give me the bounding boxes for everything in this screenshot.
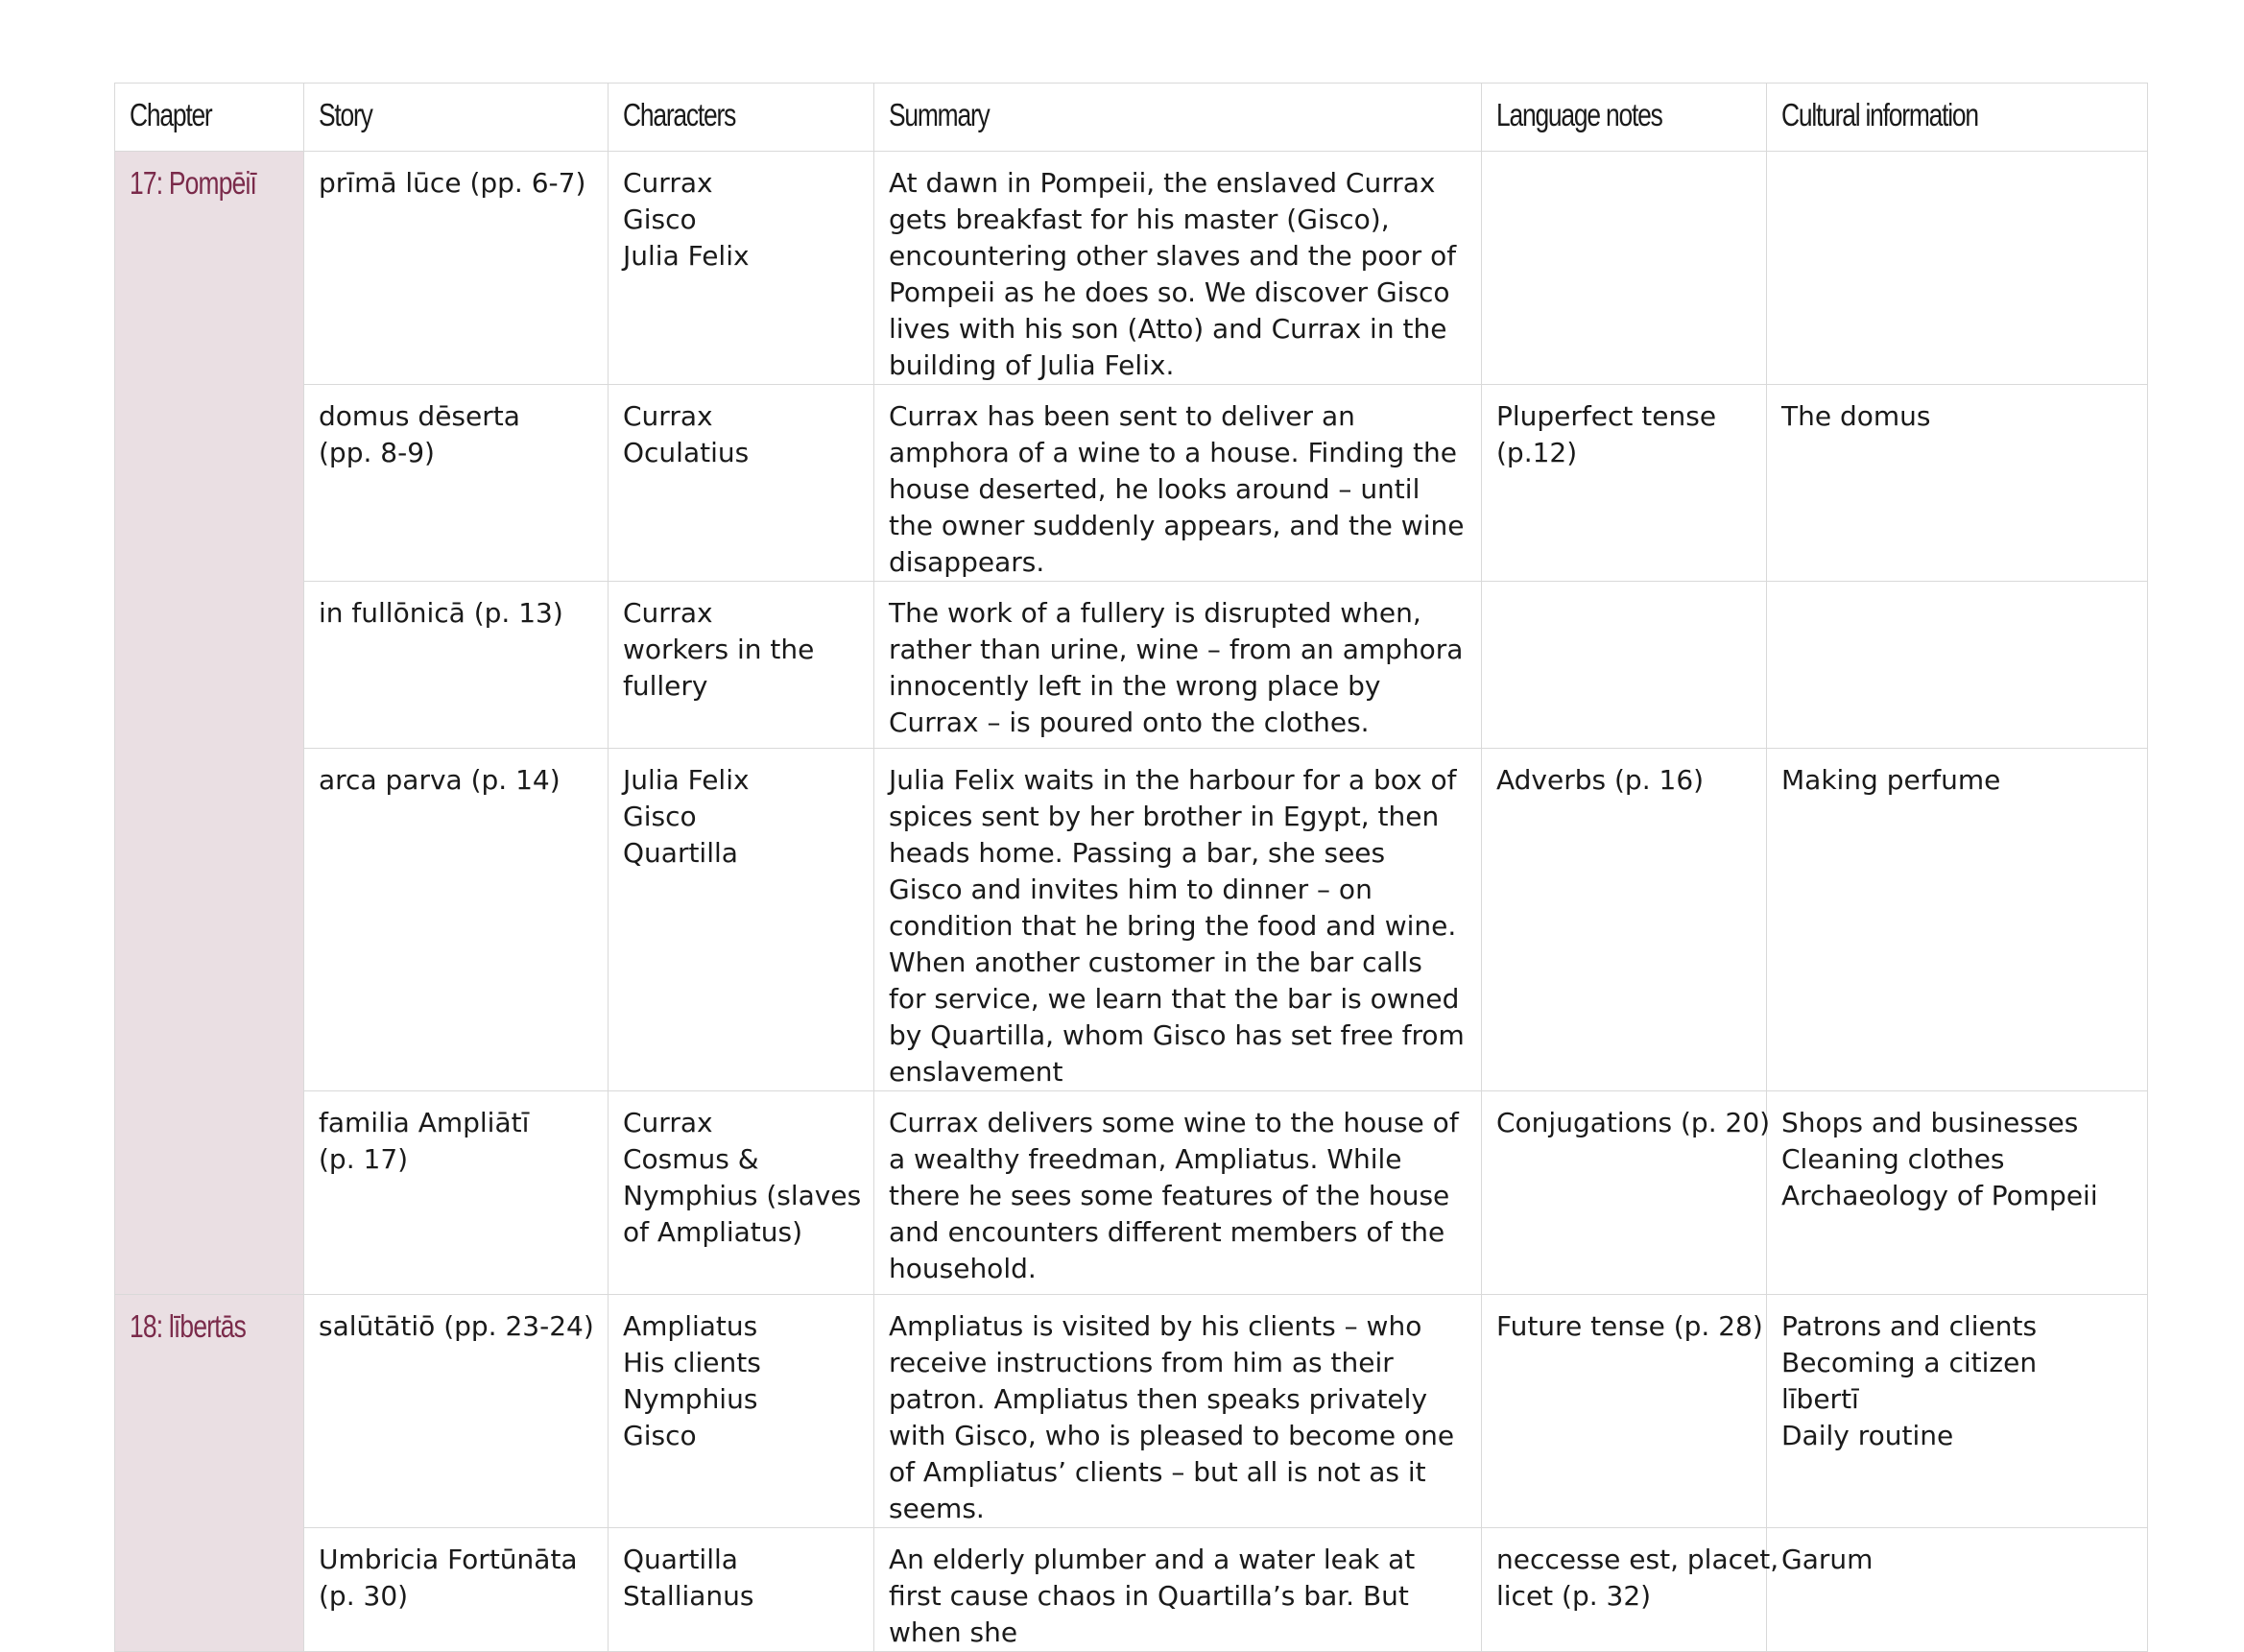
cultural-info-cell <box>1767 749 2148 1091</box>
language-notes-cell <box>1482 1528 1779 1652</box>
character-name: Julia Felix <box>623 764 750 796</box>
cultural-topic: Archaeology of Pompeii <box>1781 1180 2098 1211</box>
character-name: Oculatius <box>623 437 750 468</box>
chapter-cell-17: 17: Pompēiī <box>115 152 304 1295</box>
cultural-topic: Becoming a citizen <box>1781 1347 2038 1378</box>
header-cultural-information: Cultural information <box>1767 84 2148 152</box>
language-note: (p.12) <box>1496 437 1578 468</box>
story-overview-table <box>114 83 2148 1652</box>
characters-cell <box>609 385 874 582</box>
table-row <box>115 385 2148 582</box>
character-name: Quartilla <box>623 1544 738 1575</box>
character-name: Nymphius (slaves <box>623 1180 862 1211</box>
summary-cell <box>874 1295 1482 1528</box>
table-body <box>115 152 2148 1652</box>
summary-text: An elderly plumber and a water leak at first cause chaos in Quartilla’s bar. But when she <box>889 1544 1416 1648</box>
language-notes-cell <box>1482 1295 1767 1528</box>
characters-cell <box>609 749 874 1091</box>
language-note: neccesse est, placet, <box>1496 1544 1779 1575</box>
story-pages: (p. 17) <box>319 1143 409 1175</box>
story-title: familia Ampliātī <box>319 1107 530 1138</box>
table-row <box>115 1528 2148 1652</box>
language-note: Conjugations (p. 20) <box>1496 1107 1771 1138</box>
summary-cell <box>874 1528 1482 1652</box>
character-name: Gisco <box>623 1420 697 1451</box>
table-row <box>115 749 2148 1091</box>
story-title: in fullōnicā (p. 13) <box>319 597 563 629</box>
characters-cell <box>609 582 874 749</box>
cultural-topic: Shops and businesses <box>1781 1107 2079 1138</box>
characters-cell <box>609 1528 874 1652</box>
summary-text: At dawn in Pompeii, the enslaved Currax gets breakfast for his master (Gisco), encountering other slaves and the poor of Pompeii as he does so. We discover Gisco lives with his son (Atto) and Currax in the building of Julia Felix. <box>889 167 1457 381</box>
character-name: Gisco <box>623 204 697 235</box>
characters-cell <box>609 1295 874 1528</box>
character-name: Currax <box>623 1107 713 1138</box>
header-row <box>115 84 2148 152</box>
language-note: Adverbs (p. 16) <box>1496 764 1705 796</box>
story-cell <box>304 1295 609 1528</box>
header-story: Story <box>304 84 609 152</box>
header-summary: Summary <box>874 84 1482 152</box>
table-header <box>115 84 2148 152</box>
character-name: Currax <box>623 597 713 629</box>
story-cell <box>304 1091 609 1295</box>
language-note: Pluperfect tense <box>1496 400 1717 432</box>
cultural-topic: Cleaning clothes <box>1781 1143 2005 1175</box>
header-language-notes: Language notes <box>1482 84 1767 152</box>
cultural-topic: Making perfume <box>1781 764 2001 796</box>
character-name: of Ampliatus) <box>623 1216 803 1248</box>
cultural-info-cell <box>1767 1528 2148 1652</box>
character-name: fullery <box>623 670 708 702</box>
chapter-cell-18: 18: lībertās <box>115 1295 304 1652</box>
story-pages: (pp. 8-9) <box>319 437 435 468</box>
cultural-info-cell <box>1767 152 2148 385</box>
characters-cell <box>609 1091 874 1295</box>
character-name: Gisco <box>623 801 697 832</box>
cultural-info-cell <box>1767 385 2148 582</box>
summary-text: Ampliatus is visited by his clients – who receive instructions from him as their patron. Ampliatus then speaks privately with Gisco, who is pleased to become one of Ampliatus’ clients – but all is not as it seems. <box>889 1310 1455 1524</box>
summary-cell <box>874 749 1482 1091</box>
story-title: arca parva (p. 14) <box>319 764 561 796</box>
summary-cell <box>874 152 1482 385</box>
character-name: Stallianus <box>623 1580 754 1612</box>
story-cell <box>304 152 609 385</box>
cultural-info-cell <box>1767 582 2148 749</box>
character-name: Nymphius <box>623 1383 758 1415</box>
character-name: Currax <box>623 167 713 199</box>
cultural-info-cell <box>1767 1295 2148 1528</box>
story-title: prīmā lūce (pp. 6-7) <box>319 167 586 199</box>
story-cell <box>304 1528 609 1652</box>
characters-cell <box>609 152 874 385</box>
story-title: salūtātiō (pp. 23-24) <box>319 1310 594 1342</box>
character-name: His clients <box>623 1347 761 1378</box>
story-cell <box>304 385 609 582</box>
cultural-topic: lībertī <box>1781 1383 1859 1415</box>
cultural-info-cell <box>1767 1091 2148 1295</box>
story-title: domus dēserta <box>319 400 520 432</box>
character-name: Julia Felix <box>623 240 750 272</box>
cultural-topic: Daily routine <box>1781 1420 1954 1451</box>
table-row <box>115 1091 2148 1295</box>
story-pages: (p. 30) <box>319 1580 409 1612</box>
story-cell <box>304 582 609 749</box>
summary-text: Currax delivers some wine to the house of a wealthy freedman, Ampliatus. While there he sees some features of the house and encounters different members of the household. <box>889 1107 1459 1284</box>
story-cell <box>304 749 609 1091</box>
story-title: Umbricia Fortūnāta <box>319 1544 578 1575</box>
cultural-topic: The domus <box>1781 400 1931 432</box>
summary-cell <box>874 582 1482 749</box>
language-note: licet (p. 32) <box>1496 1580 1652 1612</box>
table-row <box>115 152 2148 385</box>
summary-text: Currax has been sent to deliver an amphora of a wine to a house. Finding the house deserted, he looks around – until the owner suddenly appears, and the wine disappears. <box>889 400 1465 578</box>
character-name: workers in the <box>623 634 815 665</box>
cultural-topic: Garum <box>1781 1544 1874 1575</box>
header-characters: Characters <box>609 84 874 152</box>
language-notes-cell <box>1482 152 1767 385</box>
language-notes-cell <box>1482 749 1767 1091</box>
summary-text: Julia Felix waits in the harbour for a box of spices sent by her brother in Egypt, then heads home. Passing a bar, she sees Gisco and invites him to dinner – on condition that he bring the food and wine. When another customer in the bar calls for service, we learn that the bar is owned by Quartilla, whom Gisco has set free from enslavement <box>889 764 1465 1088</box>
header-chapter: Chapter <box>115 84 304 152</box>
language-notes-cell <box>1482 582 1767 749</box>
table-row <box>115 582 2148 749</box>
language-note: Future tense (p. 28) <box>1496 1310 1763 1342</box>
language-notes-cell <box>1482 385 1767 582</box>
character-name: Quartilla <box>623 837 738 869</box>
language-notes-cell <box>1482 1091 1771 1295</box>
summary-text: The work of a fullery is disrupted when, rather than urine, wine – from an amphora innocently left in the wrong place by Currax – is poured onto the clothes. <box>889 597 1464 738</box>
character-name: Ampliatus <box>623 1310 758 1342</box>
character-name: Cosmus & <box>623 1143 759 1175</box>
cultural-topic: Patrons and clients <box>1781 1310 2038 1342</box>
summary-cell <box>874 385 1482 582</box>
summary-cell <box>874 1091 1482 1295</box>
character-name: Currax <box>623 400 713 432</box>
table-row <box>115 1295 2148 1528</box>
